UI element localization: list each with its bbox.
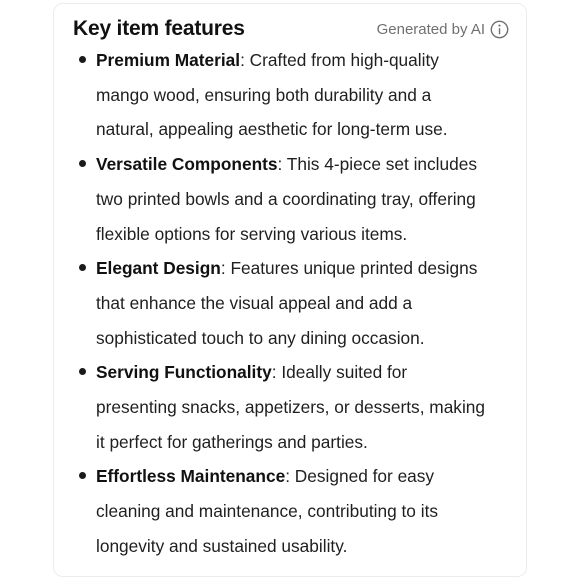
feature-name: Effortless Maintenance (96, 466, 286, 487)
feature-name: Serving Functionality (96, 362, 272, 383)
feature-text: : Ideally suited for (271, 362, 408, 383)
feature-text: : Crafted from high-quality (240, 50, 439, 70)
feature-line: flexible options for serving various items. (96, 223, 408, 244)
feature-line: that enhance the visual appeal and add a (96, 292, 413, 313)
feature-line: presenting snacks, appetizers, or desserts, making (96, 397, 486, 418)
feature-line: sophisticated touch to any dining occasion. (96, 327, 425, 348)
bullet-dot (79, 472, 86, 479)
feature-text: : Features unique printed designs (220, 258, 478, 279)
feature-item (73, 43, 513, 147)
generated-by-ai-text: Generated by AI (376, 20, 485, 38)
feature-name: Premium Material (96, 50, 241, 70)
bullet-dot (79, 56, 86, 63)
feature-item (73, 147, 513, 251)
feature-text: : Designed for easy (285, 466, 435, 487)
feature-line (96, 251, 513, 286)
feature-line: it perfect for gatherings and parties. (96, 431, 368, 452)
bullet-dot (79, 160, 86, 167)
feature-line: cleaning and maintenance, contributing to its (96, 501, 439, 522)
feature-line: two printed bowls and a coordinating tray, offering (96, 188, 476, 209)
feature-line (96, 43, 513, 78)
section-title: Key item features (73, 17, 245, 40)
feature-item (73, 251, 513, 355)
feature-line: natural, appealing aesthetic for long-term use. (96, 119, 448, 140)
feature-list (73, 43, 513, 564)
bullet-dot (79, 368, 86, 375)
feature-name: Elegant Design (96, 258, 221, 279)
feature-item (73, 355, 513, 459)
feature-line (96, 147, 513, 182)
bullet-dot (79, 264, 86, 271)
feature-item (73, 459, 513, 563)
generated-by-ai-label (377, 20, 509, 39)
info-icon[interactable] (490, 20, 509, 39)
feature-line: longevity and sustained usability. (96, 535, 348, 556)
feature-line (96, 355, 513, 390)
feature-name: Versatile Components (96, 154, 278, 175)
feature-line (96, 459, 513, 494)
feature-line: mango wood, ensuring both durability and a (96, 84, 432, 105)
feature-text: : This 4-piece set includes (277, 154, 477, 175)
card-header (73, 14, 509, 44)
